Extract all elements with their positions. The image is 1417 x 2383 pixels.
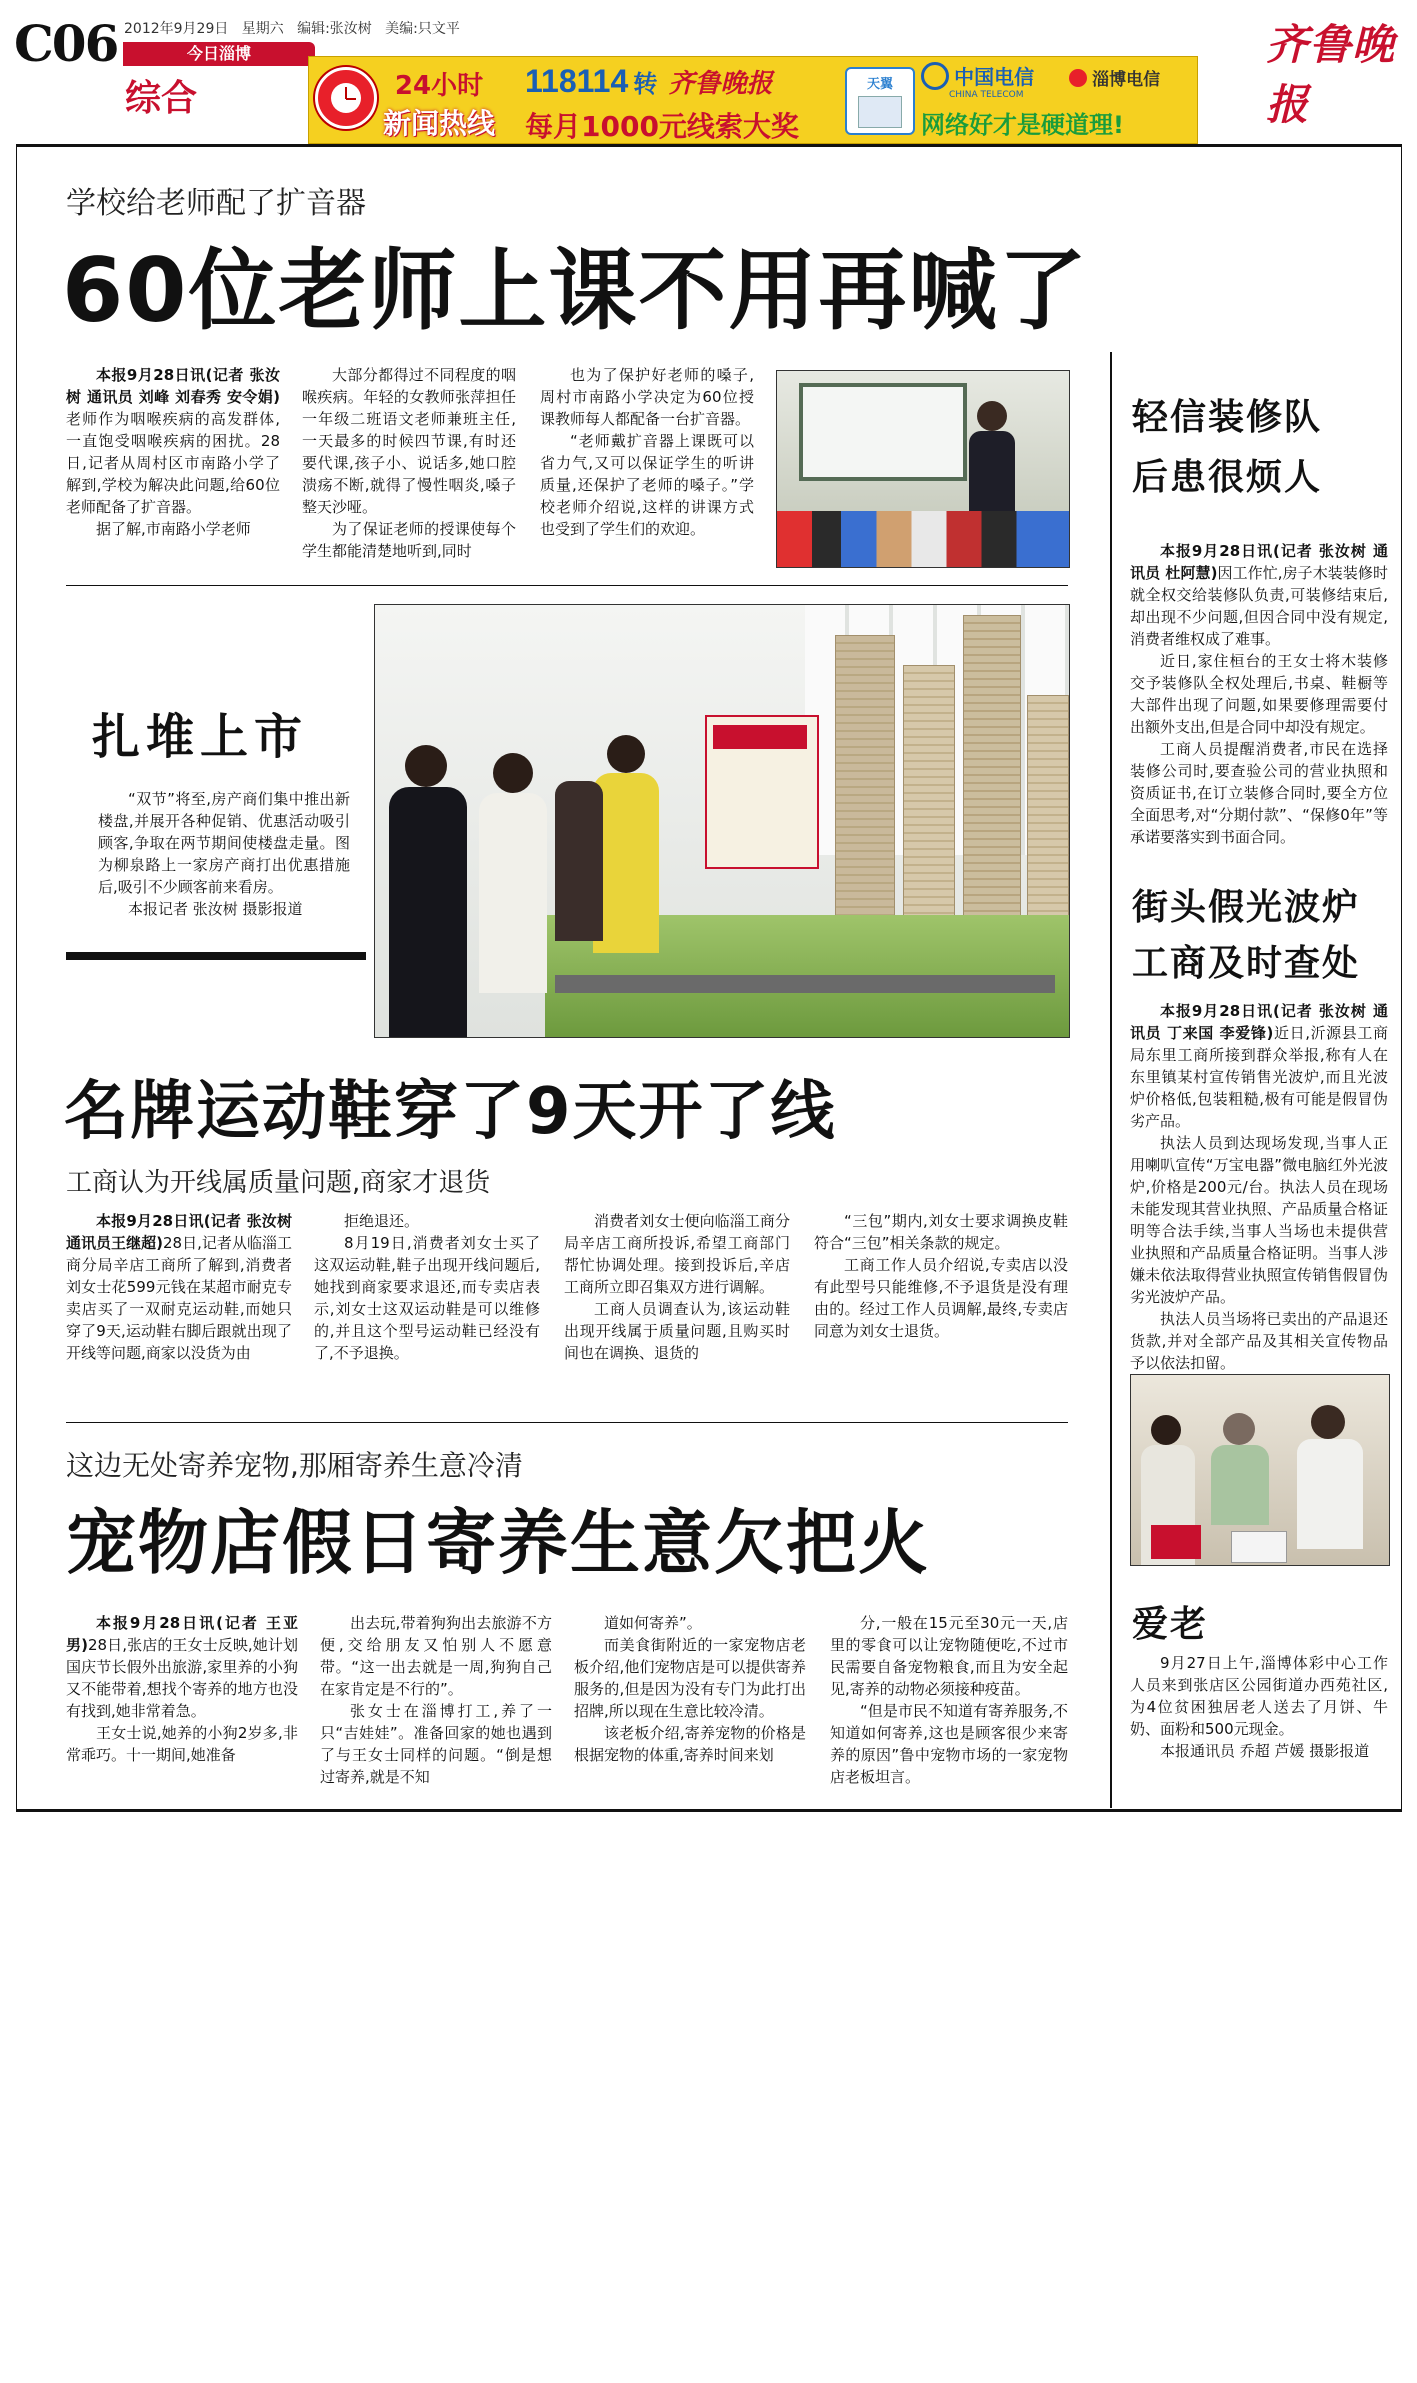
- article3-col3c: 该老板介绍,寄养宠物的价格是根据宠物的体重,寄养时间来划: [574, 1724, 806, 1764]
- article1-kicker: 学校给老师配了扩音器: [66, 186, 366, 221]
- article1-col1-text: 老师作为咽喉疾病的高发群体,一直饱受咽喉疾病的困扰。28日,记者从周村区市南路小学了解到,学校为解决此问题,给60位老师配备了扩音器。: [66, 410, 280, 516]
- article1-col3: [540, 364, 754, 540]
- article2-col3b: 工商人员调查认为,该运动鞋出现开线属于质量问题,且购买时间也在调换、退货的: [564, 1300, 790, 1362]
- article3-col2: [320, 1612, 552, 1788]
- banner-paper-logo: 齐鲁晚报: [668, 69, 773, 99]
- issue-date: [124, 18, 460, 38]
- article3-col3: [574, 1612, 806, 1766]
- telecom-logo: [921, 61, 1034, 100]
- article1-headline: 60位老师上课不用再喊了: [62, 239, 1089, 342]
- article2-col3: [564, 1210, 790, 1364]
- section-tag-label: 今日淄博: [186, 44, 251, 63]
- editor-text: 编辑:张汝树: [297, 21, 372, 37]
- photo-story-headline: 扎堆上市: [92, 709, 309, 765]
- article2-col1-text: 28日,记者从临淄工商分局辛店工商所了解到,消费者刘女士花599元钱在某超市耐克专卖店买了一双耐克运动鞋,而她只穿了9天,运动鞋右脚后跟就出现了开线等问题,商家以没货为由: [66, 1234, 293, 1362]
- photo-story-caption: [98, 788, 350, 920]
- page-number: C06: [14, 14, 118, 73]
- article3-col3b: 而美食街附近的一家宠物店老板介绍,他们宠物店是可以提供寄养服务的,但是因为没有专门为此打出招牌,所以现在生意比较冷清。: [574, 1636, 806, 1720]
- telecom-slogan: 网络好才是硬道理!: [921, 111, 1124, 139]
- side3-body: [1130, 1652, 1388, 1762]
- date-text: 2012年9月29日: [124, 21, 229, 37]
- side1-headline-line1: 轻信装修队: [1132, 397, 1323, 438]
- article2-deck: 工商认为开线属质量问题,商家才退货: [66, 1168, 491, 1198]
- hotline-banner: [308, 56, 1198, 144]
- article3-lead: 本报9月28日讯(记者 王亚男): [66, 1614, 298, 1654]
- article3-col2-text: 出去玩,带着狗狗出去旅游不方便,交给朋友又怕别人不愿意带。“这一出去就是一周,狗狗自己在家肯定是不行的”。: [320, 1614, 552, 1698]
- weekday-text: 星期六: [241, 21, 284, 37]
- article3-col1-text: 28日,张店的王女士反映,她计划国庆节长假外出旅游,家里养的小狗又不能带着,想找个寄养的地方也没有找到,她非常着急。: [66, 1636, 299, 1720]
- alarm-clock-icon: [315, 67, 377, 129]
- article3-col4b: “但是市民不知道有寄养服务,不知道如何寄养,这也是顾客很少来寄养的原因”鲁中宠物市场的一家宠物店老板坦言。: [830, 1702, 1068, 1786]
- paper-name-logo: 齐鲁晚报: [1266, 20, 1396, 129]
- side1-headline-line2: 后患很烦人: [1132, 457, 1323, 498]
- article2-col4-text: “三包”期内,刘女士要求调换皮鞋符合“三包”相关条款的规定。: [814, 1212, 1068, 1252]
- tianyi-phone-icon: [845, 67, 915, 135]
- article2-col2b: 8月19日,消费者刘女士买了这双运动鞋,鞋子出现开线问题后,她找到商家要求退还,而专卖店表示,刘女士这双运动鞋是可以维修的,并且这个型号运动鞋已经没有了,不予退换。: [314, 1234, 540, 1362]
- article1-col3b: “老师戴扩音器上课既可以省力气,又可以保证学生的听讲质量,还保护了老师的嗓子。”学校老师介绍说,这样的讲课方式也受到了学生们的欢迎。: [540, 432, 754, 538]
- article3-kicker: 这边无处寄养宠物,那厢寄养生意冷清: [66, 1449, 523, 1482]
- visitor-figure-right: [1311, 1405, 1345, 1439]
- visitor-figure-1: [493, 753, 533, 793]
- side3-credit: 本报通讯员 乔超 芦媛 摄影报道: [1160, 1742, 1370, 1760]
- prize-text: 每月1000元线索大奖: [525, 110, 799, 143]
- side1-lead: 本报9月28日讯(记者 张汝树 通讯员 杜阿慧): [1130, 542, 1388, 582]
- blackboard-shape: [799, 383, 967, 481]
- side1-p3: 工商人员提醒消费者,市民在选择装修公司时,要查验公司的营业执照和资质证书,在订立装修合同时,要全方位全面思考,对“分期付款”、“保修0年”等承诺要落实到书面合同。: [1130, 740, 1388, 846]
- article2-lead: 本报9月28日讯(记者 张汝树 通讯员王继超): [66, 1212, 292, 1252]
- article2-col1: [66, 1210, 292, 1364]
- gift-box: [1151, 1525, 1201, 1559]
- article2-col4: [814, 1210, 1068, 1342]
- article1-col2: [302, 364, 516, 562]
- article2-rule: [66, 1422, 1068, 1423]
- side1-p2: 近日,家住桓台的王女士将木装修交予装修队全权处理后,书桌、鞋橱等大部件出现了问题,如果要修理需要付出额外支出,但是合同中却没有规定。: [1130, 652, 1388, 736]
- article2-headline: 名牌运动鞋穿了9天开了线: [64, 1075, 837, 1149]
- article1-col2-text: 大部分都得过不同程度的咽喉疾病。年轻的女教师张萍担任一年级二班语文老师兼班主任,一天最多的时候四节课,有时还要代课,孩子小、说话多,她口腔溃疡不断,就得了慢性咽炎,嗓子整天沙哑。: [302, 366, 516, 516]
- article3-col1: [66, 1612, 298, 1766]
- side2-headline-line2: 工商及时查处: [1132, 943, 1361, 984]
- side1-headline: [1132, 388, 1322, 508]
- side1-p1: 因工作忙,房子木装装修时就全权交给装修队负责,可装修结束后,却出现不少问题,但因合同中没有规定,消费者维权成了难事。: [1130, 564, 1388, 648]
- article1-lead: 本报9月28日讯(记者 张汝树 通讯员 刘峰 刘春秀 安令娟): [66, 366, 280, 406]
- article3-col4: [830, 1612, 1068, 1788]
- right-column-divider: [1110, 352, 1112, 1808]
- article3-col4-text: 分,一般在15元至30元一天,店里的零食可以让宠物随便吃,不过市民需要自备宠物粮食,而且为安全起见,寄养的动物必须接种疫苗。: [830, 1614, 1068, 1698]
- article3-headline: 宠物店假日寄养生意欠把火: [66, 1502, 930, 1584]
- article2-col2-text: 拒绝退还。: [344, 1212, 420, 1230]
- real-estate-photo: [374, 604, 1070, 1038]
- side2-body: [1130, 1000, 1388, 1374]
- photo-story-caption-text: “双节”将至,房产商们集中推出新楼盘,并展开各种促销、优惠活动吸引顾客,争取在两节期间使楼盘走量。图为柳泉路上一家房产商打出优惠措施后,吸引不少顾客前来看房。: [98, 790, 350, 896]
- article1-col2b: 为了保证老师的授课使每个学生都能清楚地听到,同时: [302, 520, 516, 560]
- side2-lead: 本报9月28日讯(记者 张汝树 通讯员 丁来国 李爱锋): [1130, 1002, 1388, 1042]
- side2-headline: [1132, 880, 1360, 992]
- visitor-figure-left: [1151, 1415, 1181, 1445]
- tianyi-label: 天翼: [866, 77, 893, 92]
- teacher-figure: [977, 401, 1007, 431]
- side3-caption: 9月27日上午,淄博体彩中心工作人员来到张店区公园街道办西苑社区,为4位贫困独居老人送去了月饼、牛奶、面粉和500元现金。: [1130, 1654, 1388, 1738]
- article1-col1b: 据了解,市南路小学老师: [96, 520, 251, 538]
- local-telecom-icon: [1069, 69, 1087, 87]
- section-name: 综合: [125, 78, 198, 119]
- article2-col3-text: 消费者刘女士便向临淄工商分局辛店工商所投诉,希望工商部门帮忙协调处理。接到投诉后,辛店工商所立即召集双方进行调解。: [564, 1212, 790, 1296]
- local-telecom: [1069, 65, 1160, 90]
- hotline-top: 24小时: [394, 71, 484, 101]
- article3-col2b: 张女士在淄博打工,养了一只“吉娃娃”。准备回家的她也遇到了与王女士同样的问题。“倒是想过寄养,就是不知: [320, 1702, 552, 1786]
- hotline-number: 118114: [525, 63, 629, 99]
- hotline-number-suffix: 转: [633, 70, 658, 98]
- designer-text: 美编:只文平: [385, 21, 460, 37]
- article3-col1b: 王女士说,她养的小狗2岁多,非常乖巧。十一期间,她准备: [66, 1724, 298, 1764]
- telecom-logo-icon: [921, 62, 949, 90]
- photo-story-rule: [66, 952, 366, 960]
- side1-body: [1130, 540, 1388, 848]
- side2-p2: 执法人员到达现场发现,当事人正用喇叭宣传“万宝电器”微电脑红外光波炉,价格是200元/台。执法人员在现场未能发现其营业执照、产品质量合格证明等合法手续,当事人当场也未提供营业执照和产品质量合格证明。当事人涉嫌未依法取得营业执照宣传销售假冒伪劣光波炉产品。: [1130, 1134, 1388, 1306]
- side3-headline: 爱老: [1132, 1603, 1209, 1645]
- article1-col1: [66, 364, 280, 540]
- classroom-photo: [776, 370, 1070, 568]
- article2-col4b: 工商工作人员介绍说,专卖店以没有此型号只能维修,不予退货是没有理由的。经过工作人员调解,最终,专卖店同意为刘女士退货。: [814, 1256, 1068, 1340]
- section-tag: [123, 42, 315, 66]
- side2-p1: 近日,沂源县工商局东里工商所接到群众举报,称有人在东里镇某村宣传销售光波炉,而且光波炉价格低,包装粗糙,极有可能是假冒伪劣产品。: [1130, 1024, 1388, 1130]
- elderly-figure: [1223, 1413, 1255, 1445]
- tower-model: [835, 635, 895, 917]
- article3-col3-text: 道如何寄养”。: [604, 1614, 702, 1632]
- article2-col2: [314, 1210, 540, 1364]
- students-row: [777, 511, 1069, 567]
- article1-col3-text: 也为了保护好老师的嗓子,周村市南路小学决定为60位授课教师每人都配备一台扩音器。: [540, 366, 754, 428]
- side2-headline-line1: 街头假光波炉: [1132, 887, 1361, 928]
- hotline-bottom: 新闻热线: [383, 107, 496, 140]
- telecom-brand-en: CHINA TELECOM: [949, 90, 1024, 100]
- photo-story-credit: 本报记者 张汝树 摄影报道: [128, 900, 303, 918]
- side2-p3: 执法人员当场将已卖出的产品退还货款,并对全部产品及其相关宣传物品予以依法扣留。: [1130, 1310, 1388, 1372]
- elderly-visit-photo: [1130, 1374, 1390, 1566]
- visitor-figure-2: [607, 735, 645, 773]
- salesperson-figure: [405, 745, 447, 787]
- telecom-brand-cn: 中国电信: [954, 65, 1035, 89]
- local-telecom-label: 淄博电信: [1092, 70, 1161, 90]
- article1-rule: [66, 585, 1068, 586]
